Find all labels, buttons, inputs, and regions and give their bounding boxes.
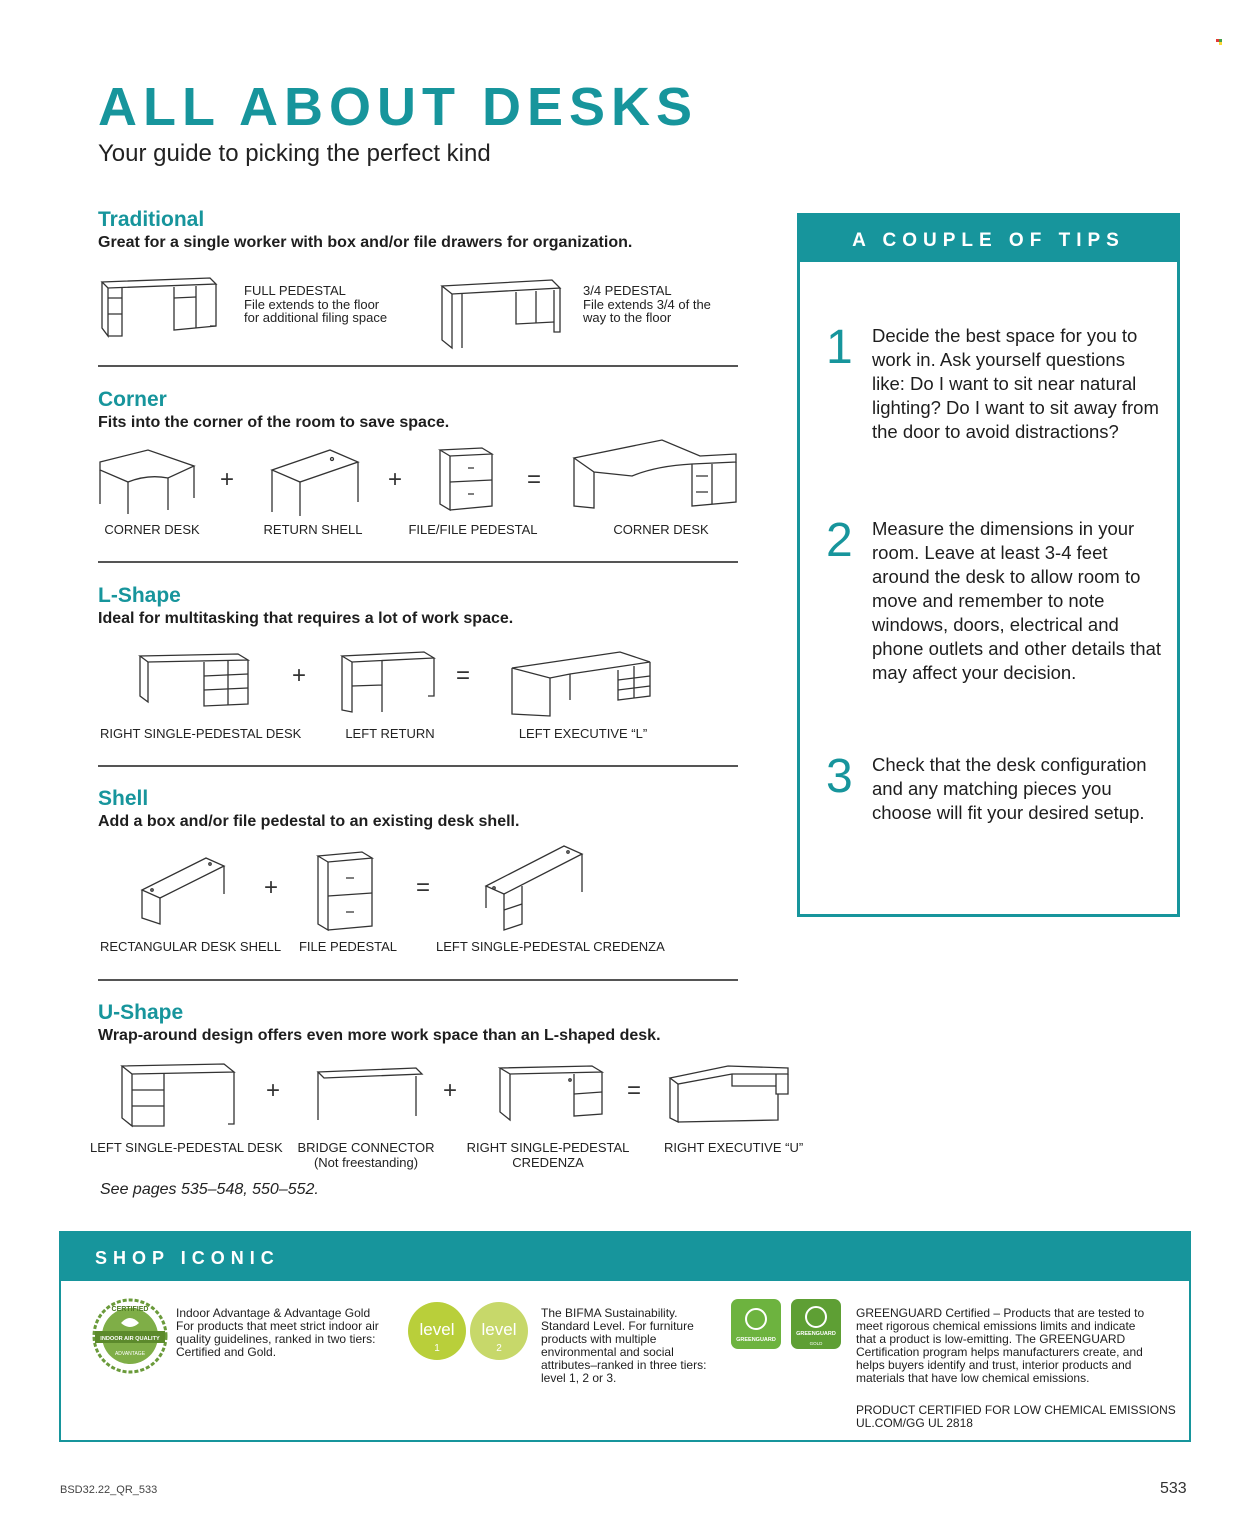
section-ushape bbox=[98, 1001, 738, 1047]
three-quarter-pedestal-title: 3/4 PEDESTAL bbox=[583, 283, 672, 298]
tips-heading: A COUPLE OF TIPS bbox=[800, 216, 1177, 262]
corner-desk-result-label: CORNER DESK bbox=[613, 522, 709, 537]
file-pedestal-label: FILE PEDESTAL bbox=[298, 939, 397, 954]
bridge-connector-title: BRIDGE CONNECTOR bbox=[297, 1140, 435, 1155]
three-quarter-pedestal-line1: File extends 3/4 of the bbox=[583, 296, 711, 312]
left-single-pedestal-credenza-label: LEFT SINGLE-PEDESTAL CREDENZA bbox=[436, 939, 665, 954]
tip-number: 3 bbox=[826, 750, 853, 803]
tip-text: Measure the dimensions in your room. Leave at least 3-4 feet around the desk to allow room to move and remember to note windows, doors, electrical and phone outlets and other details that may affect your decision. bbox=[872, 518, 1162, 683]
section-heading: U-Shape bbox=[98, 1001, 184, 1024]
svg-text:1: 1 bbox=[434, 1343, 440, 1354]
page-subtitle: Your guide to picking the perfect kind bbox=[98, 140, 491, 167]
full-pedestal-text bbox=[244, 284, 387, 325]
section-description: Wrap-around design offers even more work space than an L-shaped desk. bbox=[98, 1027, 661, 1044]
tip-number: 1 bbox=[826, 321, 853, 374]
rectangular-desk-shell-label: RECTANGULAR DESK SHELL bbox=[100, 939, 282, 954]
full-pedestal-line2: for additional filing space bbox=[244, 310, 388, 325]
plus-operator: + bbox=[388, 466, 403, 493]
full-pedestal-desk-illustration bbox=[98, 276, 218, 344]
divider bbox=[98, 765, 738, 767]
greenguard-desc: Products that are tested to meet rigorous chemical emissions limits and indicate that a product is low-emitting. The GREENGUARD Certification program helps manufacturers create, and helps buyers identify and trust, interior products and materials that have low chemical emissions. bbox=[856, 1306, 1145, 1385]
plus-operator: + bbox=[266, 1077, 281, 1104]
full-pedestal-line1: File extends to the floor bbox=[244, 296, 380, 312]
left-executive-l-illustration bbox=[510, 650, 654, 718]
three-quarter-pedestal-line2: way to the floor bbox=[583, 310, 672, 325]
divider bbox=[98, 979, 738, 981]
right-single-pedestal-credenza-label bbox=[466, 1140, 630, 1170]
section-heading: Shell bbox=[98, 787, 149, 810]
bridge-connector-illustration bbox=[316, 1066, 424, 1124]
greenguard-text bbox=[856, 1307, 1156, 1385]
file-pedestal-illustration bbox=[316, 850, 376, 932]
tips-box bbox=[797, 213, 1180, 917]
corner-desk-assembled-illustration bbox=[572, 436, 740, 516]
svg-text:GREENGUARD: GREENGUARD bbox=[796, 1331, 836, 1337]
color-mark-icon bbox=[1216, 32, 1224, 38]
bifma-desc: Standard Level. For furniture products with multiple environmental and social attributes–ranked in three tiers: level 1, 2 or 3. bbox=[541, 1319, 707, 1385]
bridge-connector-label bbox=[294, 1140, 438, 1170]
left-executive-l-label: LEFT EXECUTIVE “L” bbox=[518, 726, 648, 741]
full-pedestal-title: FULL PEDESTAL bbox=[244, 283, 346, 298]
section-heading: L-Shape bbox=[98, 584, 181, 607]
divider bbox=[98, 561, 738, 563]
rectangular-desk-shell-illustration bbox=[140, 852, 226, 926]
equals-operator: = bbox=[527, 466, 542, 493]
level-badges-icon bbox=[407, 1299, 531, 1368]
svg-text:GOLD: GOLD bbox=[809, 1341, 823, 1346]
svg-text:INDOOR AIR QUALITY: INDOOR AIR QUALITY bbox=[100, 1336, 160, 1342]
greenguard-certification bbox=[856, 1404, 1176, 1430]
indoor-advantage-title: Indoor Advantage & Advantage Gold bbox=[176, 1306, 371, 1320]
plus-operator: + bbox=[292, 662, 307, 689]
corner-desk-label: CORNER DESK bbox=[104, 522, 200, 537]
bifma-level-text bbox=[541, 1307, 721, 1385]
equals-operator: = bbox=[456, 662, 471, 689]
section-heading: Traditional bbox=[98, 208, 205, 231]
svg-text:level: level bbox=[481, 1320, 517, 1339]
tip-text: Decide the best space for you to work in. Ask yourself questions like: Do I want to sit near natural lighting? Do I want to sit away from the door to avoid distractions? bbox=[872, 325, 1159, 442]
left-single-pedestal-credenza-illustration bbox=[484, 844, 586, 932]
tip-number: 2 bbox=[826, 514, 853, 567]
section-description: Great for a single worker with box and/or file drawers for organization. bbox=[98, 234, 633, 251]
three-quarter-pedestal-text bbox=[583, 284, 711, 325]
svg-text:CERTIFIED: CERTIFIED bbox=[111, 1306, 149, 1313]
right-single-pedestal-desk-illustration bbox=[138, 652, 250, 710]
page-number: 533 bbox=[1160, 1480, 1187, 1497]
svg-text:ADVANTAGE: ADVANTAGE bbox=[114, 1351, 146, 1357]
divider bbox=[98, 365, 738, 367]
svg-text:GREENGUARD: GREENGUARD bbox=[736, 1337, 776, 1343]
cert-line-2: UL.COM/GG UL 2818 bbox=[856, 1416, 973, 1430]
right-executive-u-label: RIGHT EXECUTIVE “U” bbox=[664, 1140, 804, 1155]
indoor-advantage-desc: For products that meet strict indoor air quality guidelines, ranked in two tiers: Certified and Gold. bbox=[176, 1319, 379, 1359]
greenguard-title: GREENGUARD Certified – bbox=[856, 1306, 1001, 1320]
svg-text:2: 2 bbox=[496, 1343, 502, 1354]
section-description: Ideal for multitasking that requires a lot of work space. bbox=[98, 610, 514, 627]
bridge-connector-note: (Not freestanding) bbox=[313, 1155, 419, 1170]
equals-operator: = bbox=[627, 1077, 642, 1104]
section-lshape bbox=[98, 584, 738, 630]
cert-line-1: PRODUCT CERTIFIED FOR LOW CHEMICAL EMISSIONS bbox=[856, 1403, 1176, 1417]
shop-heading: SHOP ICONIC bbox=[61, 1233, 1189, 1281]
right-single-pedestal-credenza-illustration bbox=[498, 1064, 604, 1128]
section-description: Add a box and/or file pedestal to an existing desk shell. bbox=[98, 813, 520, 830]
section-traditional bbox=[98, 208, 738, 254]
three-quarter-pedestal-desk-illustration bbox=[440, 278, 564, 352]
section-description: Fits into the corner of the room to save space. bbox=[98, 414, 450, 431]
file-file-pedestal-illustration bbox=[438, 446, 494, 512]
indoor-air-quality-badge-icon bbox=[91, 1297, 169, 1380]
section-heading: Corner bbox=[98, 388, 167, 411]
file-file-pedestal-label: FILE/FILE PEDESTAL bbox=[408, 522, 538, 537]
left-single-pedestal-desk-label: LEFT SINGLE-PEDESTAL DESK bbox=[90, 1140, 283, 1155]
equals-operator: = bbox=[416, 874, 431, 901]
corner-desk-illustration bbox=[98, 448, 198, 516]
svg-text:level: level bbox=[419, 1320, 455, 1339]
left-return-illustration bbox=[340, 650, 436, 714]
return-shell-illustration bbox=[270, 448, 360, 518]
shop-iconic-box bbox=[59, 1231, 1191, 1442]
page-title: ALL ABOUT DESKS bbox=[98, 77, 699, 137]
right-single-pedestal-desk-label: RIGHT SINGLE-PEDESTAL DESK bbox=[100, 726, 302, 741]
indoor-advantage-text bbox=[176, 1307, 396, 1359]
return-shell-label: RETURN SHELL bbox=[263, 522, 363, 537]
right-executive-u-illustration bbox=[668, 1064, 792, 1126]
catalog-code: BSD32.22_QR_533 bbox=[60, 1484, 158, 1496]
plus-operator: + bbox=[443, 1077, 458, 1104]
section-corner bbox=[98, 388, 738, 434]
section-shell bbox=[98, 787, 738, 833]
credenza-title-line2: CREDENZA bbox=[512, 1155, 584, 1170]
credenza-title-line1: RIGHT SINGLE-PEDESTAL bbox=[466, 1140, 630, 1155]
bifma-title: The BIFMA Sustainability. bbox=[541, 1306, 678, 1320]
left-single-pedestal-desk-illustration bbox=[120, 1062, 236, 1132]
tip-text: Check that the desk configuration and any matching pieces you choose will fit your desired setup. bbox=[872, 754, 1147, 823]
left-return-label: LEFT RETURN bbox=[345, 726, 435, 741]
greenguard-badges-icon bbox=[729, 1297, 847, 1358]
plus-operator: + bbox=[264, 874, 279, 901]
plus-operator: + bbox=[220, 466, 235, 493]
see-pages-note: See pages 535–548, 550–552. bbox=[100, 1181, 319, 1198]
